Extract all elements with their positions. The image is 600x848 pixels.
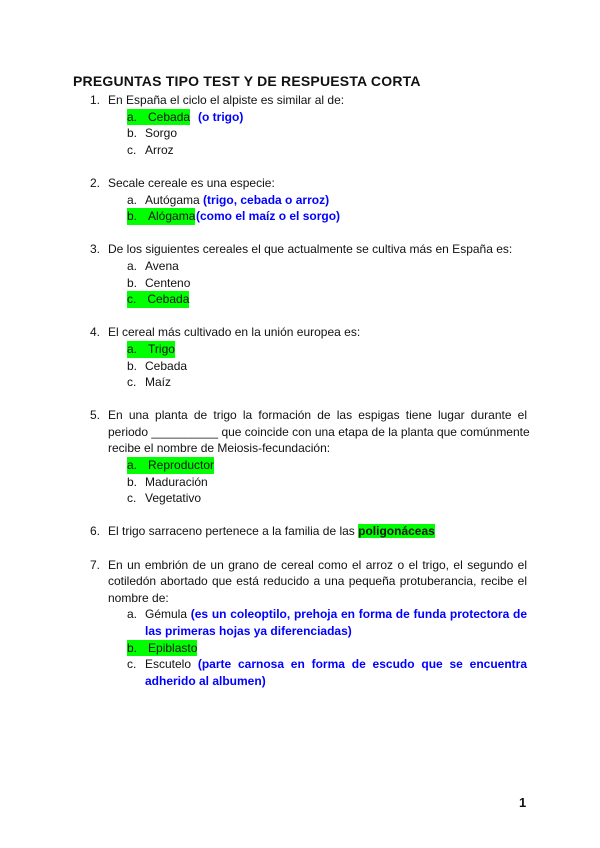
question-text: cotiledón abortado que está reducido a una pequeña protuberancia, recibe el bbox=[108, 574, 527, 589]
question-number: 7. bbox=[90, 557, 101, 572]
option bbox=[0, 474, 600, 491]
question-text: recibe el nombre de Meiosis-fecundación: bbox=[108, 441, 331, 456]
option-text: Trigo bbox=[148, 341, 175, 356]
option-letter: a. bbox=[127, 258, 138, 273]
option-correct bbox=[0, 109, 600, 126]
option-correct bbox=[0, 640, 600, 657]
option bbox=[0, 142, 600, 159]
question-number: 5. bbox=[90, 408, 101, 423]
option-note: (o trigo) bbox=[198, 109, 244, 124]
question-number: 4. bbox=[90, 325, 101, 340]
option-text: Sorgo bbox=[145, 126, 178, 141]
option bbox=[0, 490, 600, 507]
option-letter: a. bbox=[127, 607, 138, 622]
option bbox=[0, 656, 600, 673]
option-letter: a. bbox=[127, 192, 138, 207]
question-6 bbox=[0, 523, 600, 540]
question-number: 1. bbox=[90, 93, 101, 107]
option-letter: c. bbox=[127, 142, 137, 157]
question-text: nombre de: bbox=[108, 590, 169, 605]
question-text: En una planta de trigo la formación de las espigas tiene lugar durante el bbox=[108, 408, 527, 423]
question-list bbox=[0, 92, 600, 689]
option-letter: c. bbox=[127, 491, 137, 506]
option-letter: c. bbox=[127, 375, 137, 390]
option-text: Gémula bbox=[145, 607, 188, 622]
question-text: De los siguientes cereales el que actualmente se cultiva más en España es: bbox=[108, 242, 513, 257]
option bbox=[0, 606, 600, 623]
option-text: Epiblasto bbox=[148, 640, 198, 655]
question-4 bbox=[0, 324, 600, 341]
option-letter: b. bbox=[127, 358, 138, 373]
option-note: (trigo, cebada o arroz) bbox=[203, 192, 330, 207]
option-note: adherido al albumen) bbox=[145, 673, 266, 688]
option-letter: b. bbox=[127, 126, 138, 141]
option-highlight bbox=[127, 341, 175, 358]
option bbox=[0, 125, 600, 142]
question-text: En España el ciclo el alpiste es similar al de: bbox=[108, 93, 345, 107]
option-text: Autógama bbox=[145, 192, 200, 207]
question-number: 6. bbox=[90, 524, 101, 539]
option-note: (parte carnosa en forma de escudo que se encuentra bbox=[197, 657, 527, 672]
option-text: Cebada bbox=[147, 292, 190, 307]
option-text: Avena bbox=[145, 258, 179, 273]
option-text: Centeno bbox=[145, 275, 191, 290]
option-text: Maduración bbox=[145, 474, 208, 489]
question-text: El cereal más cultivado en la unión europea es: bbox=[108, 325, 361, 340]
answer-highlight: poligonáceas bbox=[358, 524, 435, 539]
option-text: Cebada bbox=[145, 358, 188, 373]
option-highlight bbox=[127, 457, 214, 474]
question-5 bbox=[0, 407, 600, 424]
option-letter: b. bbox=[127, 275, 138, 290]
option-letter: a. bbox=[127, 341, 138, 356]
option-text: Cebada bbox=[148, 109, 191, 124]
option-highlight bbox=[127, 109, 190, 126]
option bbox=[0, 358, 600, 375]
option-note: (es un coleoptilo, prehoja en forma de funda protectora de bbox=[190, 607, 527, 622]
question-text: Secale cereale es una especie: bbox=[108, 175, 275, 190]
question-text: El trigo sarraceno pertenece a la familia de las bbox=[108, 524, 355, 539]
option-correct bbox=[0, 291, 600, 308]
option bbox=[0, 192, 600, 209]
question-number: 3. bbox=[90, 242, 101, 257]
question-2 bbox=[0, 175, 600, 192]
question-7 bbox=[0, 557, 600, 574]
option-text: Arroz bbox=[145, 142, 174, 157]
option-text: Vegetativo bbox=[145, 491, 202, 506]
option-correct bbox=[0, 341, 600, 358]
question-text-line bbox=[0, 424, 600, 441]
option-note: (como el maíz o el sorgo) bbox=[196, 209, 341, 224]
question-text-line bbox=[0, 573, 600, 590]
option-letter: c. bbox=[127, 292, 137, 307]
question-text: periodo __________ que coincide con una etapa de la planta que comúnmente bbox=[108, 424, 530, 439]
question-3 bbox=[0, 241, 600, 258]
option-note-line bbox=[0, 673, 600, 690]
option-letter: b. bbox=[127, 209, 138, 224]
option-text: Maíz bbox=[145, 375, 172, 390]
option bbox=[0, 374, 600, 391]
option-letter: a. bbox=[127, 458, 138, 473]
page-number: 1 bbox=[519, 795, 527, 810]
page-title: PREGUNTAS TIPO TEST Y DE RESPUESTA CORTA bbox=[73, 73, 421, 89]
option bbox=[0, 258, 600, 275]
question-1 bbox=[0, 92, 600, 109]
option-note-line bbox=[0, 623, 600, 640]
option-highlight bbox=[127, 640, 197, 657]
option-note: las primeras hojas ya diferenciadas) bbox=[145, 624, 352, 638]
question-text-line bbox=[0, 590, 600, 607]
option-text: Alógama bbox=[148, 209, 196, 224]
question-number: 2. bbox=[90, 175, 101, 190]
option-highlight bbox=[127, 208, 195, 225]
option-letter: c. bbox=[127, 657, 137, 672]
option-correct bbox=[0, 457, 600, 474]
option-text: Escutelo bbox=[145, 657, 192, 672]
option-letter: b. bbox=[127, 474, 138, 489]
option-letter: b. bbox=[127, 640, 138, 655]
question-text: En un embrión de un grano de cereal como el arroz o el trigo, el segundo el bbox=[108, 557, 527, 572]
option bbox=[0, 275, 600, 292]
option-correct bbox=[0, 208, 600, 225]
option-text: Reproductor bbox=[148, 458, 215, 473]
option-highlight bbox=[127, 291, 189, 308]
option-letter: a. bbox=[127, 109, 138, 124]
question-text-line bbox=[0, 440, 600, 457]
